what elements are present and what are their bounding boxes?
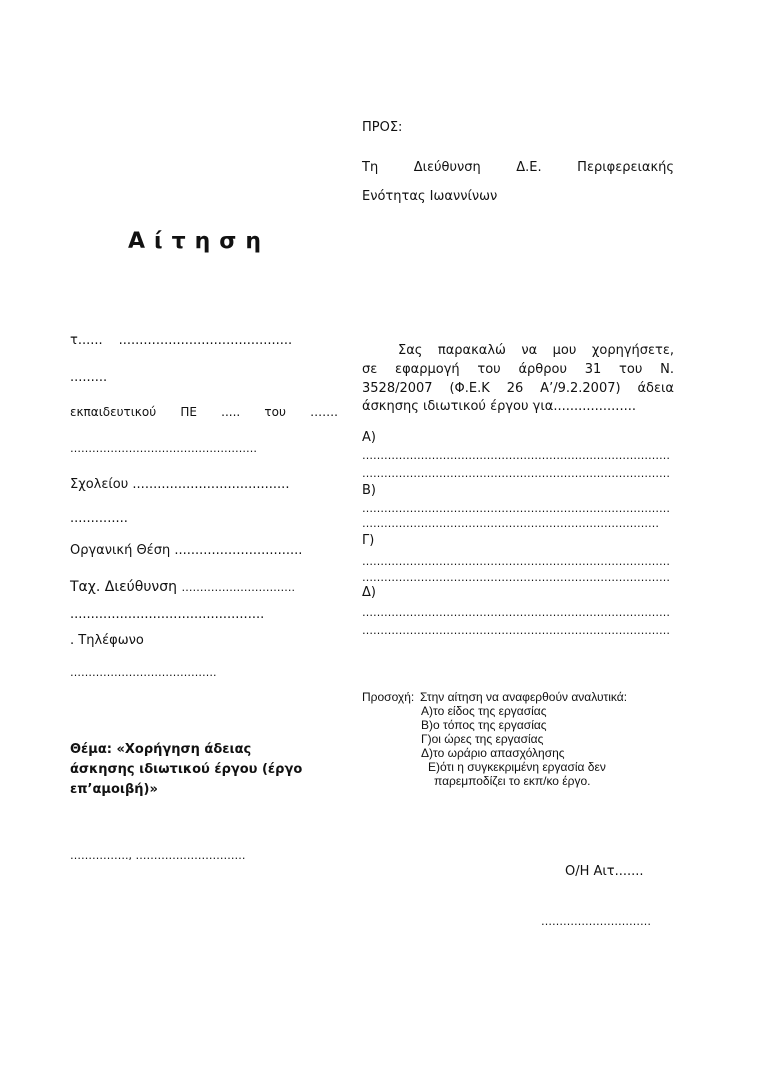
teacher-word: εκπαιδευτικού	[70, 405, 157, 419]
recipient-to-label: ΠΡΟΣ:	[362, 120, 403, 135]
specialty-label: ΠΕ	[180, 405, 197, 419]
item-a-line-2: …………………………………………………………………………	[362, 467, 670, 480]
name-dots: ..........................................	[118, 333, 293, 348]
address-dots: ………………………….	[181, 581, 295, 594]
school-dots: ......................................	[132, 477, 290, 492]
position-label: Οργανική Θέση	[70, 543, 171, 558]
note-item: Α)το είδος της εργασίας	[421, 704, 547, 718]
position-field	[70, 543, 302, 559]
school-continuation: ..............	[70, 511, 128, 526]
recipient-line-2: Ενότητας Ιωαννίνων	[362, 189, 498, 204]
school-label: Σχολείου	[70, 477, 129, 492]
item-a-line-1: …………………………………………………………………………	[362, 449, 670, 462]
recipient-word: Δ.Ε.	[516, 160, 542, 175]
name-prefix: τ......	[70, 333, 103, 348]
address-continuation: ...............................................	[70, 607, 265, 622]
note-item: Δ)το ωράριο απασχόλησης	[421, 746, 565, 760]
item-d-line-1: …………………………………………………………………………	[362, 606, 670, 619]
request-line-4: άσκησης ιδιωτικού έργου για....................	[362, 399, 636, 414]
address-label: Ταχ. Διεύθυνση	[70, 579, 177, 595]
signature-label: Ο/Η Αιτ.......	[565, 864, 644, 879]
recipient-word: Περιφερειακής	[577, 160, 675, 175]
phone-dots: ………………………………….	[70, 666, 217, 679]
applicant-name-field	[70, 333, 292, 349]
recipient-line-1	[362, 159, 674, 176]
place-date-line: ……………., …………………………	[70, 849, 246, 862]
school-field	[70, 477, 289, 493]
subject-line-2: άσκησης ιδιωτικού έργου (έργο	[70, 762, 303, 777]
field-dots: …….	[310, 405, 338, 419]
recipient-word: Διεύθυνση	[413, 160, 481, 175]
position-dots: ...............................	[174, 543, 303, 558]
signature-dots: …………………………	[541, 915, 651, 928]
request-text: Σας παρακαλώ να μου χορηγήσετε,	[398, 343, 674, 358]
subject-line-3: επ’αμοιβή)»	[70, 782, 158, 797]
item-d-line-2: …………………………………………………………………………	[362, 624, 670, 637]
item-b-label: Β)	[362, 483, 376, 498]
item-a-label: Α)	[362, 430, 376, 445]
item-c-line-1: …………………………………………………………………………	[362, 555, 670, 568]
note-item: Β)ο τόπος της εργασίας	[421, 718, 547, 732]
specialty-dots: .....	[221, 405, 241, 419]
request-line-2: σε εφαρμογή του άρθρου 31 του Ν.	[362, 362, 674, 377]
teacher-specialty-line	[70, 404, 338, 420]
request-line-3: 3528/2007 (Φ.Ε.Κ 26 Α’/9.2.2007) άδεια	[362, 381, 674, 396]
of-word: του	[264, 405, 286, 419]
item-c-label: Γ)	[362, 533, 375, 548]
teacher-dots-line: ……………………………………………	[70, 442, 257, 455]
document-title: Αίτηση	[128, 229, 271, 254]
address-field	[70, 579, 295, 596]
item-d-label: Δ)	[362, 585, 376, 600]
recipient-word: Τη	[362, 160, 379, 175]
note-item: Ε)ότι η συγκεκριμένη εργασία δεν	[428, 760, 606, 774]
applicant-name-continuation: .........	[70, 370, 108, 385]
note-label: Προσοχή:	[362, 690, 415, 704]
note-intro: Στην αίτηση να αναφερθούν αναλυτικά:	[420, 690, 628, 704]
note-item: παρεμποδίζει το εκπ/κο έργο.	[434, 774, 591, 788]
note-item: Γ)οι ώρες της εργασίας	[421, 732, 544, 746]
item-b-line-1: …………………………………………………………………………	[362, 502, 670, 515]
item-b-line-2: ………………………………………………………………………	[362, 517, 659, 530]
phone-label: . Τηλέφωνο	[70, 633, 144, 648]
subject-line-1: Θέμα: «Χορήγηση άδειας	[70, 742, 252, 757]
item-c-line-2: …………………………………………………………………………	[362, 571, 670, 584]
request-line-1	[362, 342, 674, 359]
